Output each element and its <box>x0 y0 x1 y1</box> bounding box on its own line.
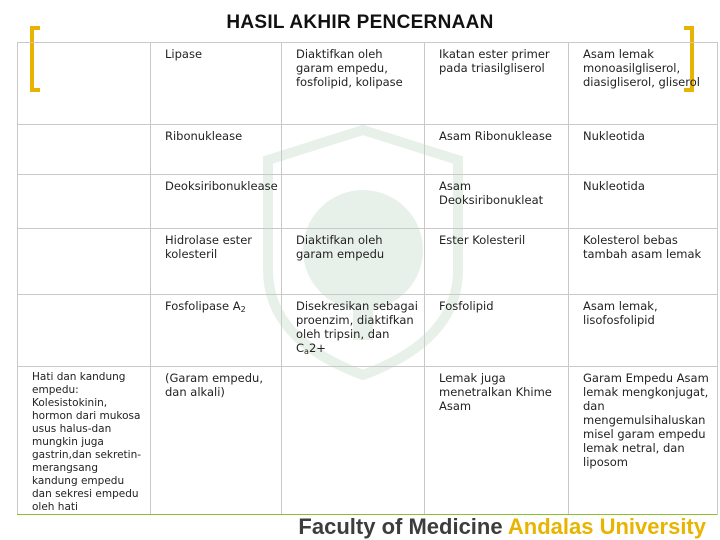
cell-activation: Diaktifkan oleh garam empedu <box>282 229 425 295</box>
activation-text: Disekresikan sebagai proenzim, diaktifkan oleh tripsin, dan C <box>296 299 418 355</box>
footer-of: of <box>381 514 403 539</box>
cell-enzyme: Lipase <box>151 43 282 125</box>
cell-activation <box>282 367 425 515</box>
cell-enzyme: Deoksiribonuklease <box>151 175 282 229</box>
cell-activation <box>282 175 425 229</box>
table-row <box>18 175 718 229</box>
table-row <box>18 295 718 367</box>
cell-substrate: Fosfolipid <box>425 295 569 367</box>
cell-enzyme <box>151 295 282 367</box>
cell-product: Kolesterol bebas tambah asam lemak <box>569 229 718 295</box>
table-row <box>18 367 718 515</box>
cell-activation: Diaktifkan oleh garam empedu, fosfolipid, kolipase <box>282 43 425 125</box>
cell-organ <box>18 295 151 367</box>
cell-activation <box>282 125 425 175</box>
cell-organ <box>18 229 151 295</box>
activation-subscript: a <box>304 347 309 356</box>
cell-product: Asam lemak monoasilgliserol, diasigliserol, gliserol <box>569 43 718 125</box>
footer-faculty: Faculty <box>298 514 376 539</box>
table-row <box>18 43 718 125</box>
cell-enzyme: Ribonuklease <box>151 125 282 175</box>
footer-andalas: Andalas <box>507 514 594 539</box>
cell-product: Asam lemak, lisofosfolipid <box>569 295 718 367</box>
cell-substrate: Lemak juga menetralkan Khime Asam <box>425 367 569 515</box>
activation-charge: 2+ <box>308 341 326 355</box>
table-row <box>18 125 718 175</box>
cell-organ <box>18 43 151 125</box>
cell-enzyme: (Garam empedu, dan alkali) <box>151 367 282 515</box>
digestion-table <box>17 42 718 515</box>
cell-enzyme: Hidrolase ester kolesteril <box>151 229 282 295</box>
cell-organ <box>18 125 151 175</box>
cell-substrate: Ikatan ester primer pada triasilgliserol <box>425 43 569 125</box>
footer-medicine: Medicine <box>408 514 503 539</box>
table-row <box>18 229 718 295</box>
cell-organ <box>18 175 151 229</box>
footer-banner <box>0 514 720 540</box>
cell-substrate: Asam Ribonuklease <box>425 125 569 175</box>
footer-university: University <box>599 514 706 539</box>
cell-product: Garam Empedu Asam lemak mengkonjugat, dan mengemulsihaluskan misel garam empedu lemak netral, dan liposom <box>569 367 718 515</box>
enzyme-subscript: 2 <box>240 305 246 314</box>
cell-product: Nukleotida <box>569 125 718 175</box>
cell-organ: Hati dan kandung empedu: Kolesistokinin, hormon dari mukosa usus halus-dan mungkin juga gastrin,dan sekretin-merangsang kandung empedu dan sekresi empedu oleh hati <box>18 367 151 515</box>
cell-activation <box>282 295 425 367</box>
cell-substrate: Ester Kolesteril <box>425 229 569 295</box>
page-title: HASIL AKHIR PENCERNAAN <box>226 12 494 33</box>
enzyme-name: Fosfolipase A <box>165 299 241 313</box>
cell-substrate: Asam Deoksiribonukleat <box>425 175 569 229</box>
cell-product: Nukleotida <box>569 175 718 229</box>
